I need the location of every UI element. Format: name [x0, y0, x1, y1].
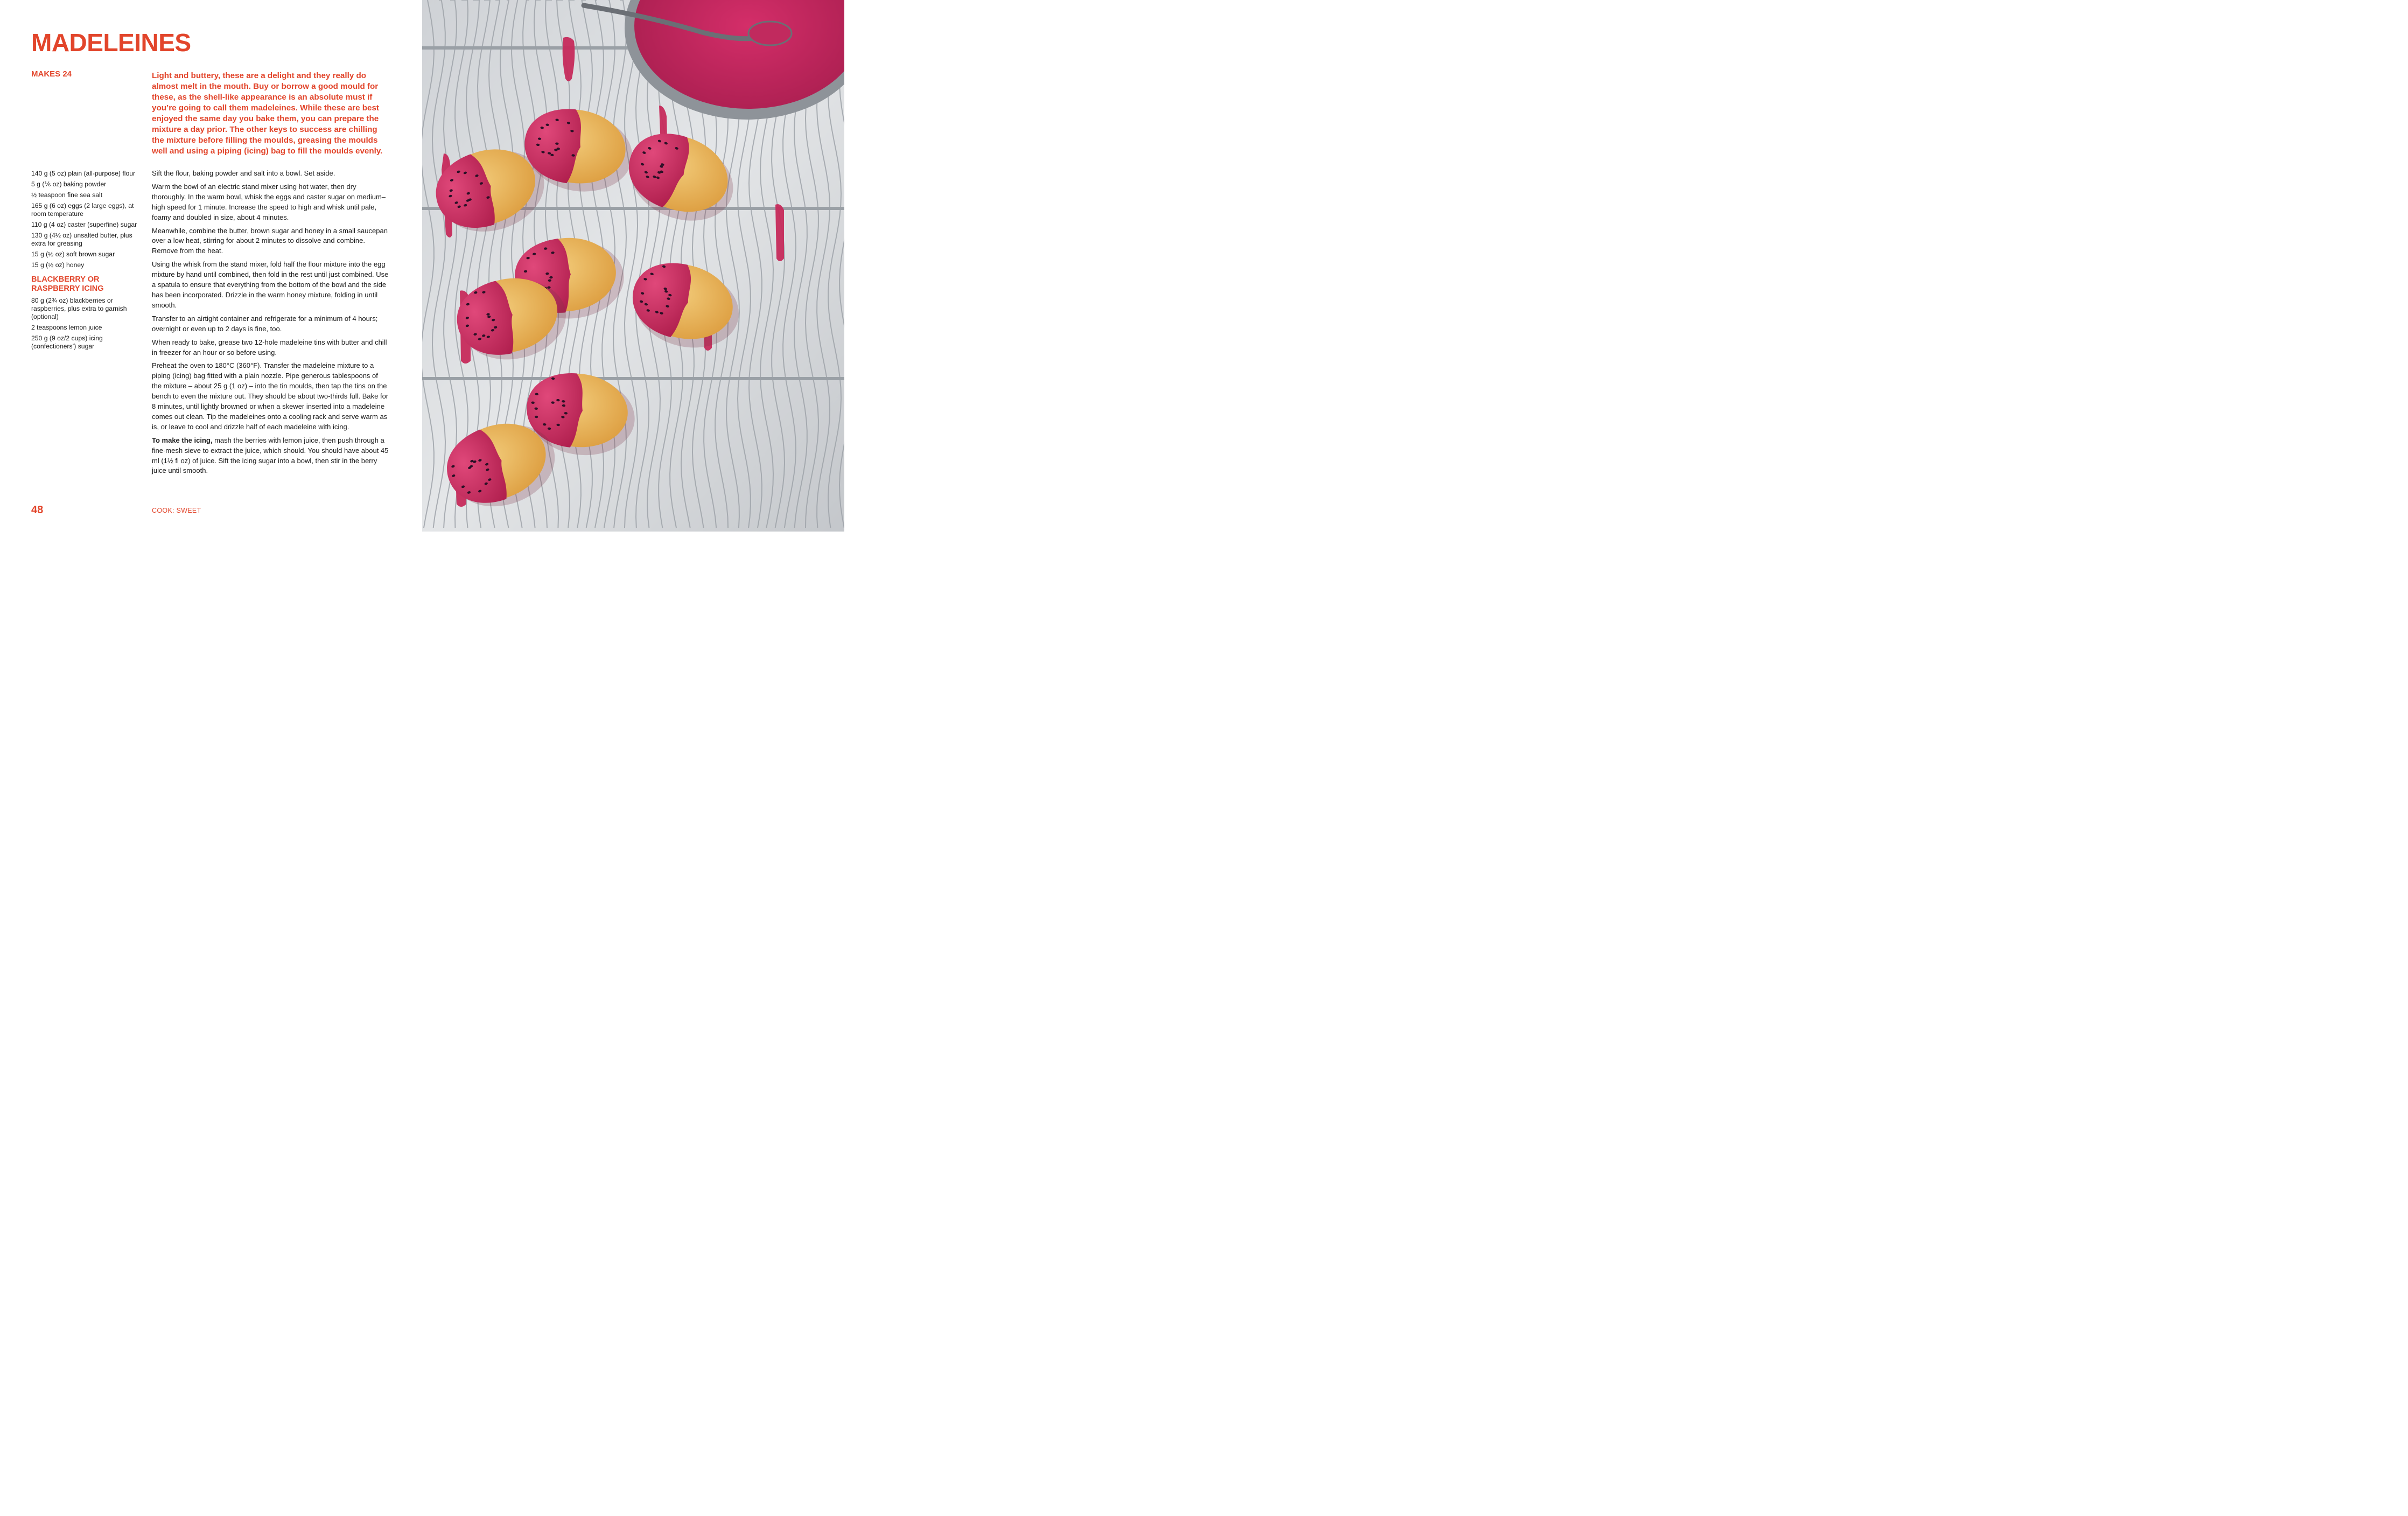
ingredient-item: 140 g (5 oz) plain (all-purpose) flour — [31, 170, 136, 177]
method-step: Warm the bowl of an electric stand mixer using hot water, then dry thoroughly. In the warm bowl, whisk the eggs and caster sugar on medium–high speed for 1 minute. Increase the speed to high and whisk until pale, foamy and doubled in size, about 4 minutes. — [152, 182, 386, 221]
ingredient-item: 15 g (½ oz) honey — [31, 261, 85, 269]
ingredient-item: ½ teaspoon fine sea salt — [31, 191, 103, 199]
ingredient-item: 165 g (6 oz) eggs (2 large eggs), at room temperature — [31, 202, 134, 218]
method-steps — [152, 169, 389, 479]
method-step: Preheat the oven to 180°C (360°F). Transfer the madeleine mixture to a piping (icing) bag fitted with a plain nozzle. Pipe generous tablespoons of the mixture – about 25 g (1 oz) – into the tin moulds, then tap the tins on the bench to even the mixture out. They should be about two-thirds full. Bake for 8 minutes, until lightly browned or when a skewer inserted into a madeleine comes out clean. Tip the madeleines onto a cooling rack and serve warm as is, or leave to cool and drizzle half of each madeleine with icing. — [152, 361, 389, 431]
ingredients-list — [31, 170, 139, 353]
ingredient-item: 130 g (4½ oz) unsalted butter, plus extra for greasing — [31, 232, 132, 247]
recipe-intro: Light and buttery, these are a delight and they really do almost melt in the mouth. Buy or borrow a good mould for these, as the shell-like appearance is an absolute must if you’re going to call them madeleines. While these are best enjoyed the same day you bake them, you can prepare the mixture a day prior. The other keys to success are chilling the mixture before filling the moulds, greasing the moulds well and using a piping (icing) bag to fill the moulds evenly. — [152, 71, 383, 156]
ingredient-item: 5 g (⅙ oz) baking powder — [31, 180, 107, 188]
icing-subheading: BLACKBERRY OR RASPBERRY ICING — [31, 275, 104, 293]
method-step-icing — [152, 436, 389, 477]
madeleines-photo-illustration — [422, 0, 844, 532]
method-step: Meanwhile, combine the butter, brown sugar and honey in a small saucepan over a low heat, stirring for about 2 minutes to dissolve and combine. Remove from the heat. — [152, 226, 388, 255]
ingredient-item: 110 g (4 oz) caster (superfine) sugar — [31, 221, 137, 228]
icing-step-lead: To make the icing, — [152, 436, 213, 444]
ingredient-item: 15 g (½ oz) soft brown sugar — [31, 250, 115, 258]
method-step: Sift the flour, baking powder and salt into a bowl. Set aside. — [152, 169, 335, 177]
icing-ingredient-item: 250 g (9 oz/2 cups) icing (confectioners’) sugar — [31, 334, 103, 350]
icing-ingredient-item: 2 teaspoons lemon juice — [31, 324, 102, 331]
icing-step-text: mash the berries with lemon juice, then push through a fine-mesh sieve to extract the juice, which should. You should have about 45 ml (1½ fl oz) of juice. Sift the icing sugar into a bowl, then stir in the berry juice until smooth. — [152, 436, 389, 475]
recipe-photo — [422, 0, 844, 532]
icing-ingredient-item: 80 g (2¾ oz) blackberries or raspberries, plus extra to garnish (optional) — [31, 297, 127, 320]
page-number: 48 — [31, 504, 44, 516]
left-page — [0, 0, 422, 532]
recipe-yield: MAKES 24 — [31, 69, 72, 79]
method-step: Using the whisk from the stand mixer, fold half the flour mixture into the egg mixture by hand until combined, then fold in the rest until just combined. Use a spatula to ensure that everything from the bottom of the bowl and the side has been incorporated. Drizzle in the warm honey mixture, folding in until smooth. — [152, 260, 389, 309]
method-step: When ready to bake, grease two 12-hole madeleine tins with butter and chill in freezer for an hour or so before using. — [152, 338, 387, 357]
section-footer: COOK: SWEET — [152, 507, 201, 514]
method-step: Transfer to an airtight container and refrigerate for a minimum of 4 hours; overnight or even up to 2 days is fine, too. — [152, 314, 378, 333]
recipe-title: MADELEINES — [31, 29, 191, 57]
